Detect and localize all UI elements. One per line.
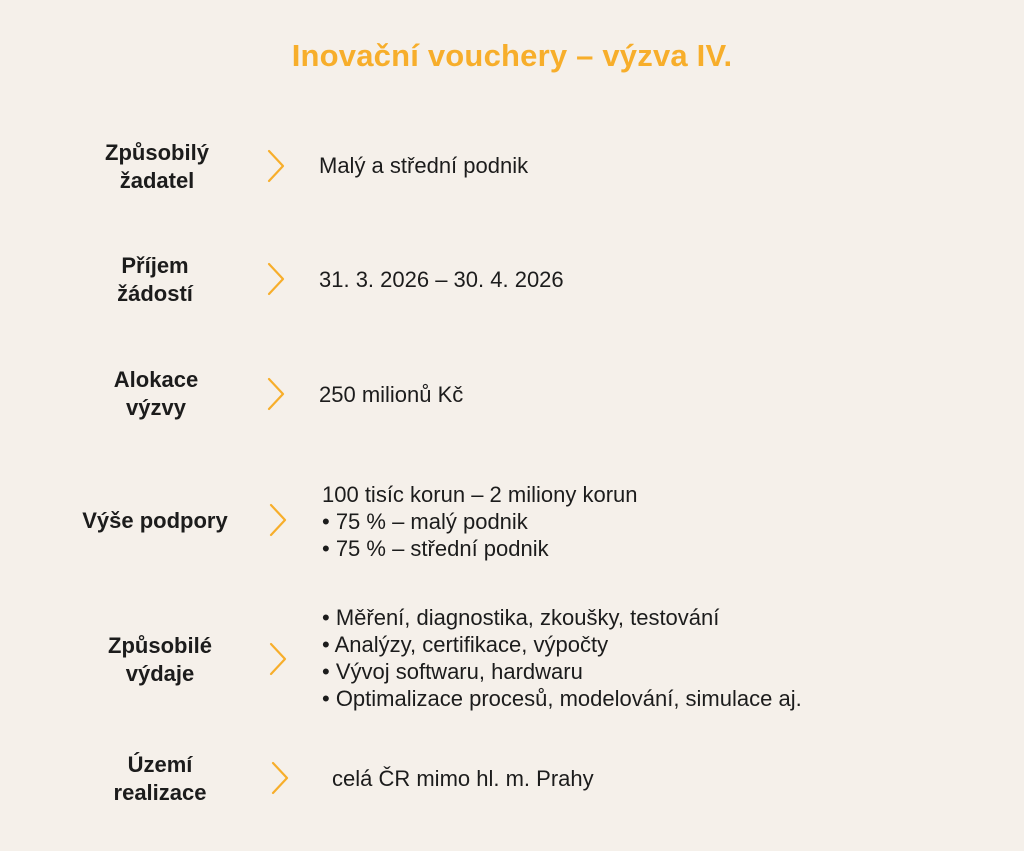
row-label: Způsobilé výdaje — [108, 633, 212, 686]
row-value: • Měření, diagnostika, zkoušky, testování • Analýzy, certifikace, výpočty • Vývoj softwaru, hardwaru • Optimalizace procesů, modelování, simulace aj. — [322, 605, 802, 711]
row-value: 100 tisíc korun – 2 miliony korun • 75 % – malý podnik • 75 % – střední podnik — [322, 482, 638, 561]
row-label: Alokace výzvy — [113, 367, 199, 420]
row-label: Území realizace — [113, 752, 207, 805]
chevron-right-icon — [266, 377, 286, 411]
row-value: 250 milionů Kč — [319, 382, 464, 407]
row-value: 31. 3. 2026 – 30. 4. 2026 — [319, 267, 564, 292]
row-label: Způsobilý žadatel — [105, 140, 209, 193]
chevron-right-icon — [268, 642, 288, 676]
row-label: Příjem žádostí — [117, 253, 193, 306]
chevron-right-icon — [268, 503, 288, 537]
row-label: Výše podpory — [82, 508, 228, 533]
chevron-right-icon — [266, 262, 286, 296]
page-title: Inovační vouchery – výzva IV. — [291, 38, 733, 73]
row-value: celá ČR mimo hl. m. Prahy — [332, 766, 594, 791]
chevron-right-icon — [270, 761, 290, 795]
chevron-right-icon — [266, 149, 286, 183]
row-value: Malý a střední podnik — [319, 153, 529, 178]
